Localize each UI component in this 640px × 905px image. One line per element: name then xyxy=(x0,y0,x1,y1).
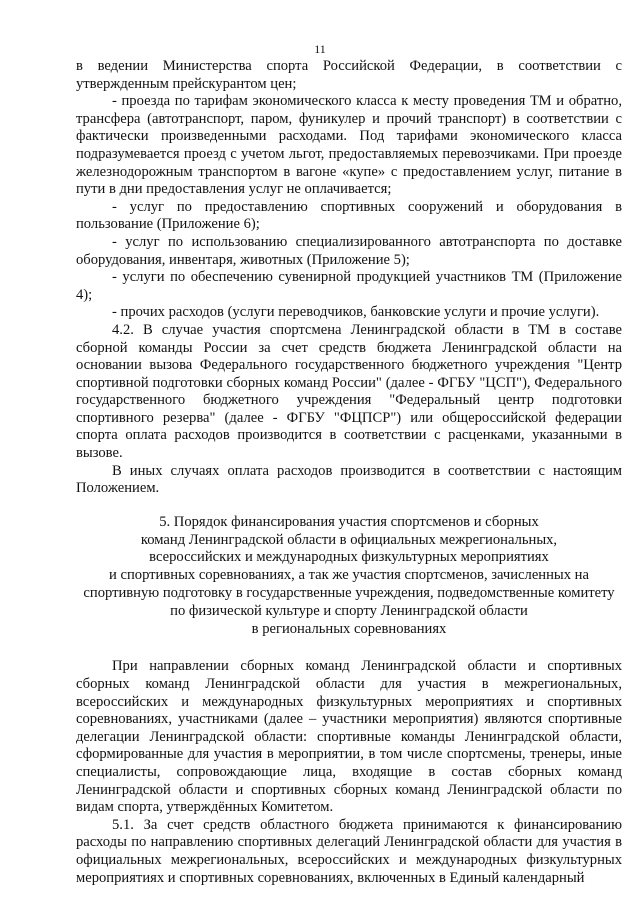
list-item-facilities: - услуг по предоставлению спортивных сооружений и оборудования в пользование (Приложение 6); xyxy=(76,198,622,233)
list-item-transport: - услуг по использованию специализированного автотранспорта по доставке оборудования, инвентаря, животных (Приложение 5); xyxy=(76,233,622,268)
clause-5-1: 5.1. За счет средств областного бюджета принимаются к финансированию расходы по направлению спортивных делегаций Ленинградской области для участия в официальных межрегиональных, всероссийских и международных физкультурных мероприятиях и спортивных соревнованиях, включенных в Единый календарный xyxy=(76,816,622,886)
paragraph-participants: При направлении сборных команд Ленинградской области и спортивных сборных команд Ленинградской области для участия в межрегиональных, всероссийских и международных физкультурных мероприятиях и спортивных соревнованиях, участниками (далее – участники мероприятия) являются спортивные делегации Ленинградской области: спортивные команды Ленинградской области, сформированные для участия в мероприятии, в том числе спортсмены, тренеры, иные специалисты, сопровождающие лица, входящие в состав сборных команд Ленинградской области и спортивных сборных команд Ленинградской области по видам спорта, утверждённых Комитетом. xyxy=(76,658,622,816)
section-heading-line: 5. Порядок финансирования участия спортсменов и сборных xyxy=(159,513,539,530)
section-heading-line: всероссийских и международных физкультурных мероприятиях xyxy=(149,549,549,566)
list-item-souvenirs: - услуги по обеспечению сувенирной продукцией участников ТМ (Приложение 4); xyxy=(76,269,622,303)
paragraph-other-cases: В иных случаях оплата расходов производится в соответствии с настоящим Положением. xyxy=(76,462,622,497)
paragraph-continuation: в ведении Министерства спорта Российской Федерации, в соответствии с утвержденным прейскурантом цен; xyxy=(76,58,622,92)
section-heading-line: команд Ленинградской области в официальных межрегиональных, xyxy=(140,531,558,548)
section-heading-line: по физической культуре и спорту Ленинградской области xyxy=(170,602,528,619)
section-heading-line: и спортивных соревнованиях, а так же участия спортсменов, зачисленных на xyxy=(109,567,589,584)
list-item-travel: - проезда по тарифам экономического класса к месту проведения ТМ и обратно, трансфера (автотранспорт, паром, фуникулер и прочий транспорт) в соответствии с фактически произведенными расходами. Под тарифами экономического класса подразумевается проезд с учетом льгот, предоставляемых перевозчиками. При проезде железнодорожным транспортом в вагоне «купе» с предоставлением услуг, питание в пути в дни предоставления услуг не оплачивается; xyxy=(76,93,622,198)
clause-4-2: 4.2. В случае участия спортсмена Ленинградской области в ТМ в составе сборной команды России за счет средств бюджета Ленинградской области на основании вызова Федерального государственного бюджетного учреждения "Центр спортивной подготовки сборных команд России" (далее - ФГБУ "ЦСП"), Федерального государственного бюджетного учреждения "Федеральный центр подготовки спортивного резерва" (далее - ФГБУ "ФЦПСР") или общероссийской федерации спорта оплата расходов производится в соответствии с расценками, указанными в вызове. xyxy=(76,321,622,462)
page-number: 11 xyxy=(314,42,326,56)
section-heading-line: спортивную подготовку в государственные учреждения, подведомственные комитету xyxy=(83,585,615,602)
section-heading xyxy=(76,514,622,639)
page-content xyxy=(76,58,622,887)
list-item-other: - прочих расходов (услуги переводчиков, банковские услуги и прочие услуги). xyxy=(112,304,600,321)
section-heading-line: в региональных соревнованиях xyxy=(251,620,447,637)
